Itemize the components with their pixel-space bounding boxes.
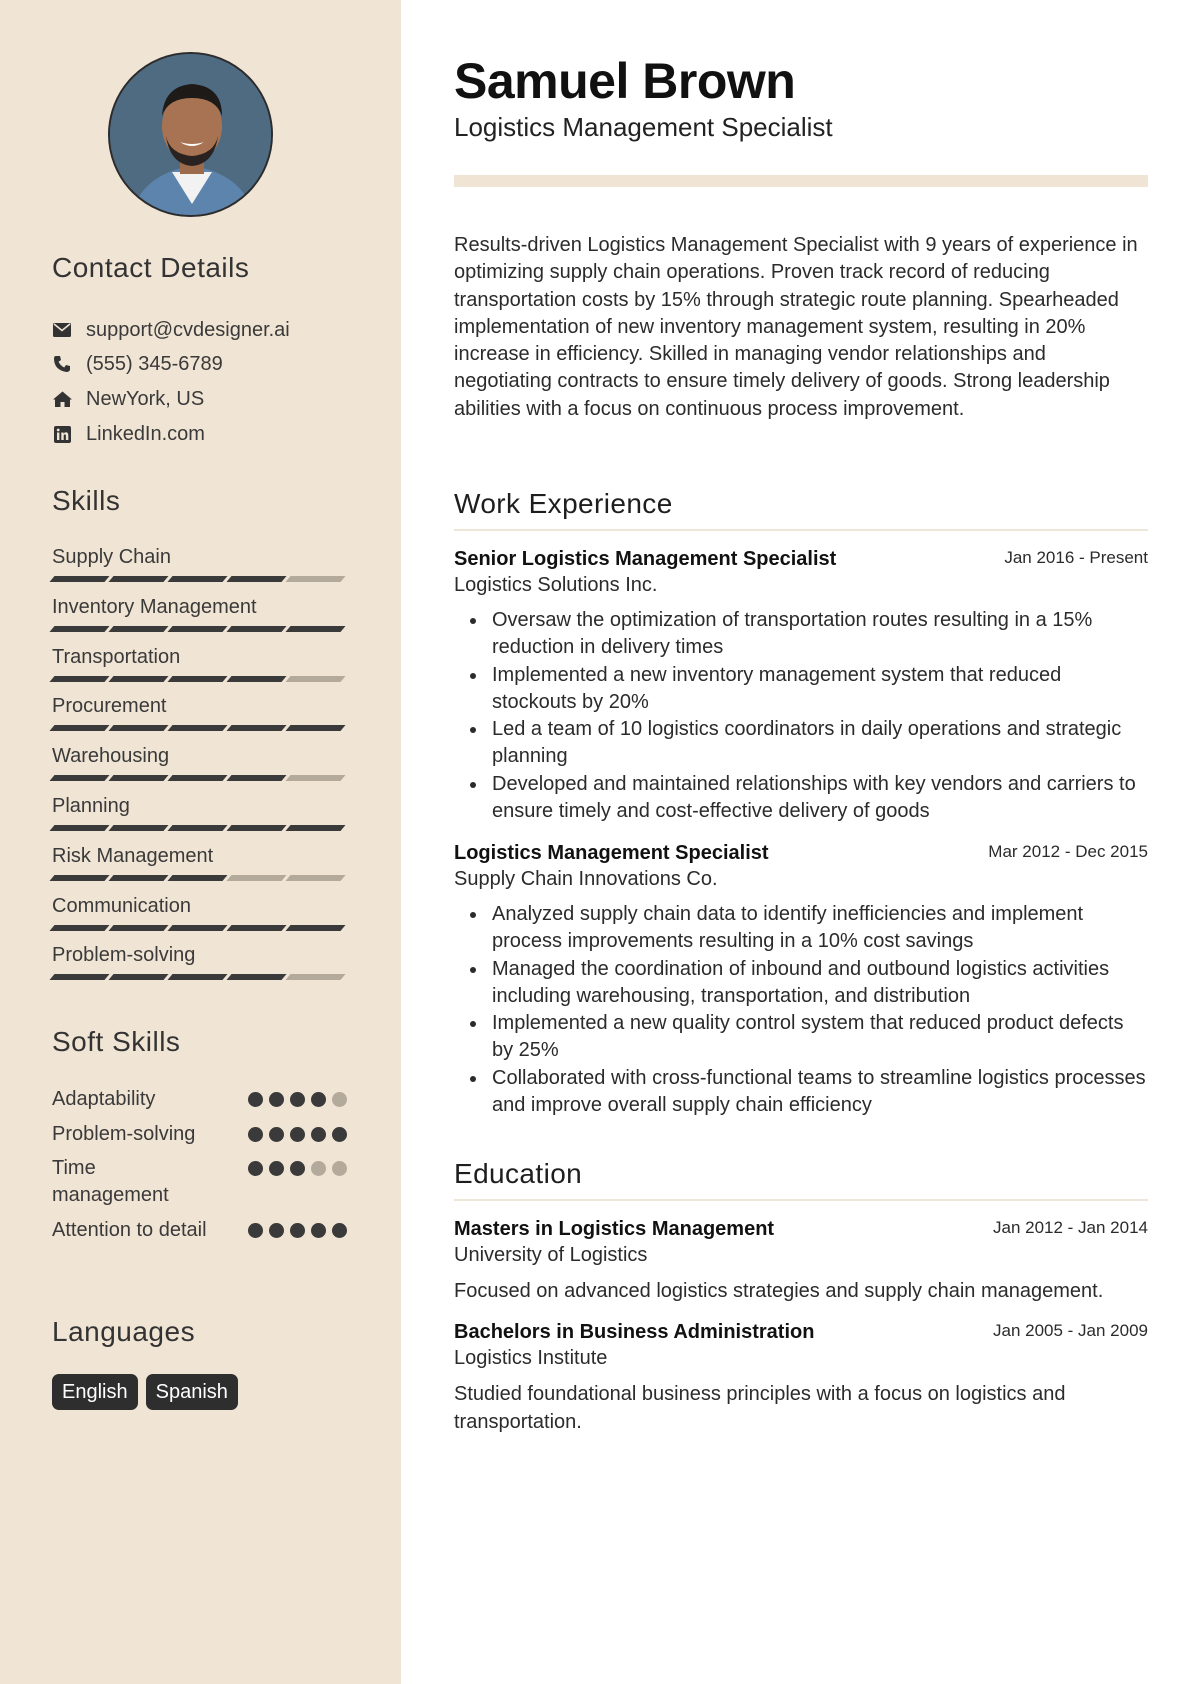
skill-label: Planning (52, 795, 130, 817)
contact-email-text[interactable]: support@cvdesigner.ai (86, 318, 290, 341)
candidate-title: Logistics Management Specialist (454, 112, 833, 142)
skill-level-segment (285, 974, 345, 980)
school-name: Logistics Institute (454, 1347, 608, 1369)
soft-skill-item (52, 1121, 352, 1148)
skill-level-segment (108, 576, 168, 582)
skill-level-bar (52, 875, 348, 881)
education-entry (454, 1216, 1148, 1305)
skill-level-segment (226, 576, 286, 582)
skill-level-segment (49, 576, 109, 582)
job-bullet: Managed the coordination of inbound and outbound logistics activities including warehousing, transportation, and distribution (454, 956, 1148, 1011)
skill-level-segment (226, 676, 286, 682)
skill-level-bar (52, 974, 348, 980)
contact-location (52, 385, 204, 413)
skill-level-segment (49, 875, 109, 881)
skill-level-segment (226, 825, 286, 831)
contact-phone (52, 350, 223, 378)
rating-dot (332, 1092, 347, 1107)
rating-dot (332, 1127, 347, 1142)
skill-level-segment (108, 725, 168, 731)
education-heading: Education (454, 1158, 583, 1189)
rating-dot (290, 1092, 305, 1107)
skill-level-segment (285, 825, 345, 831)
job-bullet: Developed and maintained relationships with key vendors and carriers to ensure timely and cost-effective delivery of goods (454, 771, 1148, 826)
skill-label: Risk Management (52, 845, 214, 867)
rating-dot (269, 1127, 284, 1142)
job-bullet: Implemented a new quality control system that reduced product defects by 25% (454, 1010, 1148, 1065)
job-company: Supply Chain Innovations Co. (454, 868, 718, 890)
soft-skill-label: Time management (52, 1157, 169, 1206)
rating-dot (311, 1161, 326, 1176)
rating-dot (311, 1127, 326, 1142)
skill-level-segment (108, 974, 168, 980)
rating-dot (311, 1092, 326, 1107)
skill-level-segment (285, 576, 345, 582)
skill-level-bar (52, 725, 348, 731)
skill-level-segment (49, 725, 109, 731)
rating-dot (311, 1223, 326, 1238)
home-icon (52, 389, 72, 409)
skill-label: Inventory Management (52, 596, 257, 618)
section-divider (454, 529, 1148, 531)
rating-dot (269, 1092, 284, 1107)
work-entry (454, 840, 1148, 1119)
degree-description: Focused on advanced logistics strategies and supply chain management. (454, 1280, 1104, 1302)
skill-level-bar (52, 925, 348, 931)
skill-level-segment (285, 626, 345, 632)
contact-phone-text[interactable]: (555) 345-6789 (86, 352, 223, 375)
skill-label: Warehousing (52, 745, 170, 767)
skill-level-segment (167, 676, 227, 682)
job-bullet: Led a team of 10 logistics coordinators in daily operations and strategic planning (454, 716, 1148, 771)
skill-item (52, 843, 348, 881)
skill-label: Communication (52, 895, 191, 917)
skill-item (52, 544, 348, 582)
skills-heading: Skills (52, 485, 121, 516)
degree-description: Studied foundational business principles with a focus on logistics and transportation. (454, 1383, 1066, 1433)
skill-level-segment (108, 875, 168, 881)
skill-level-segment (49, 775, 109, 781)
skill-level-segment (167, 775, 227, 781)
rating-dot (248, 1223, 263, 1238)
soft-skill-rating (248, 1127, 347, 1142)
soft-skill-item (52, 1086, 352, 1113)
soft-skill-label: Adaptability (52, 1088, 156, 1110)
soft-skill-rating (248, 1161, 347, 1176)
rating-dot (269, 1223, 284, 1238)
rating-dot (290, 1127, 305, 1142)
skill-level-segment (167, 576, 227, 582)
work-entry (454, 546, 1148, 825)
job-bullet: Implemented a new inventory management system that reduced stockouts by 20% (454, 662, 1148, 717)
skill-level-segment (108, 925, 168, 931)
skill-level-segment (108, 775, 168, 781)
degree-date: Jan 2005 - Jan 2009 (992, 1321, 1148, 1340)
job-bullet: Analyzed supply chain data to identify inefficiencies and implement process improvements resulting in a 10% cost savings (454, 901, 1148, 956)
languages-heading: Languages (52, 1316, 196, 1347)
education-entry (454, 1319, 1148, 1436)
skill-level-bar (52, 775, 348, 781)
skill-level-bar (52, 576, 348, 582)
skill-level-segment (49, 825, 109, 831)
skill-label: Procurement (52, 695, 167, 717)
skill-level-segment (285, 875, 345, 881)
job-company: Logistics Solutions Inc. (454, 574, 658, 596)
skill-level-segment (167, 725, 227, 731)
skill-level-bar (52, 825, 348, 831)
skill-level-segment (226, 775, 286, 781)
soft-skill-item (52, 1217, 352, 1244)
skill-level-bar (52, 626, 348, 632)
envelope-icon (52, 320, 72, 340)
candidate-name: Samuel Brown (454, 53, 796, 109)
degree-title: Masters in Logistics Management (454, 1218, 775, 1240)
rating-dot (290, 1223, 305, 1238)
skill-level-segment (49, 676, 109, 682)
sidebar (0, 0, 401, 1684)
skill-level-segment (167, 875, 227, 881)
skill-level-segment (108, 676, 168, 682)
skill-level-segment (108, 626, 168, 632)
job-role: Senior Logistics Management Specialist (454, 548, 837, 570)
soft-skill-rating (248, 1223, 347, 1238)
job-role: Logistics Management Specialist (454, 842, 769, 864)
skill-item (52, 793, 348, 831)
rating-dot (248, 1127, 263, 1142)
degree-date: Jan 2012 - Jan 2014 (992, 1218, 1148, 1237)
languages-list (52, 1374, 238, 1410)
header-accent-bar (454, 175, 1148, 187)
skill-item (52, 942, 348, 980)
work-experience-heading: Work Experience (454, 488, 673, 519)
rating-dot (332, 1161, 347, 1176)
job-bullets (454, 607, 1148, 825)
skill-item (52, 644, 348, 682)
section-divider (454, 1199, 1148, 1201)
phone-icon (52, 354, 72, 374)
skill-level-segment (226, 626, 286, 632)
rating-dot (248, 1092, 263, 1107)
skill-level-segment (167, 626, 227, 632)
degree-title: Bachelors in Business Administration (454, 1321, 815, 1343)
soft-skills-heading: Soft Skills (52, 1026, 181, 1057)
profile-photo-icon (110, 54, 273, 217)
soft-skill-item (52, 1155, 352, 1209)
job-bullet: Oversaw the optimization of transportation routes resulting in a 15% reduction in delivery times (454, 607, 1148, 662)
skill-level-segment (49, 626, 109, 632)
skill-label: Problem-solving (52, 944, 196, 966)
skill-level-segment (226, 725, 286, 731)
skill-level-segment (226, 925, 286, 931)
skill-level-segment (108, 825, 168, 831)
job-bullet: Collaborated with cross-functional teams to streamline logistics processes and improve overall supply chain efficiency (454, 1065, 1148, 1120)
soft-skill-label: Problem-solving (52, 1123, 196, 1145)
job-date: Mar 2012 - Dec 2015 (988, 842, 1148, 861)
skill-level-segment (285, 925, 345, 931)
rating-dot (290, 1161, 305, 1176)
skill-item (52, 594, 348, 632)
skill-level-segment (167, 825, 227, 831)
skill-level-segment (226, 974, 286, 980)
language-pill: Spanish (146, 1374, 238, 1410)
rating-dot (332, 1223, 347, 1238)
soft-skill-label: Attention to detail (52, 1219, 207, 1241)
linkedin-icon (52, 424, 72, 444)
skill-item (52, 743, 348, 781)
skill-label: Transportation (52, 646, 181, 668)
skill-level-segment (49, 974, 109, 980)
profile-summary: Results-driven Logistics Management Specialist with 9 years of experience in optimizing supply chain operations. Proven track record of reducing transportation costs by 15% through strategic route planning. Spearheaded implementation of new inventory management system, resulting in 20% increase in efficiency. Skilled in managing vendor relationships and negotiating contracts to ensure timely delivery of goods. Strong leadership abilities with a focus on continuous process improvement. (454, 234, 1138, 420)
job-bullets (454, 901, 1148, 1119)
language-pill: English (52, 1374, 138, 1410)
contact-linkedin (52, 420, 205, 448)
contact-email (52, 316, 290, 344)
school-name: University of Logistics (454, 1244, 648, 1266)
soft-skill-rating (248, 1092, 347, 1107)
skill-level-segment (49, 925, 109, 931)
skill-item (52, 893, 348, 931)
skill-level-segment (285, 775, 345, 781)
skill-level-segment (167, 974, 227, 980)
skill-level-segment (285, 725, 345, 731)
skill-level-segment (285, 676, 345, 682)
rating-dot (248, 1161, 263, 1176)
contact-heading: Contact Details (52, 252, 250, 283)
contact-linkedin-text[interactable]: LinkedIn.com (86, 422, 205, 445)
skill-level-segment (226, 875, 286, 881)
skill-label: Supply Chain (52, 546, 171, 568)
skill-item (52, 693, 348, 731)
job-date: Jan 2016 - Present (1004, 548, 1148, 567)
avatar (108, 52, 273, 217)
skill-level-segment (167, 925, 227, 931)
rating-dot (269, 1161, 284, 1176)
contact-location-text: NewYork, US (86, 387, 205, 410)
skill-level-bar (52, 676, 348, 682)
main-content (454, 0, 1148, 1684)
